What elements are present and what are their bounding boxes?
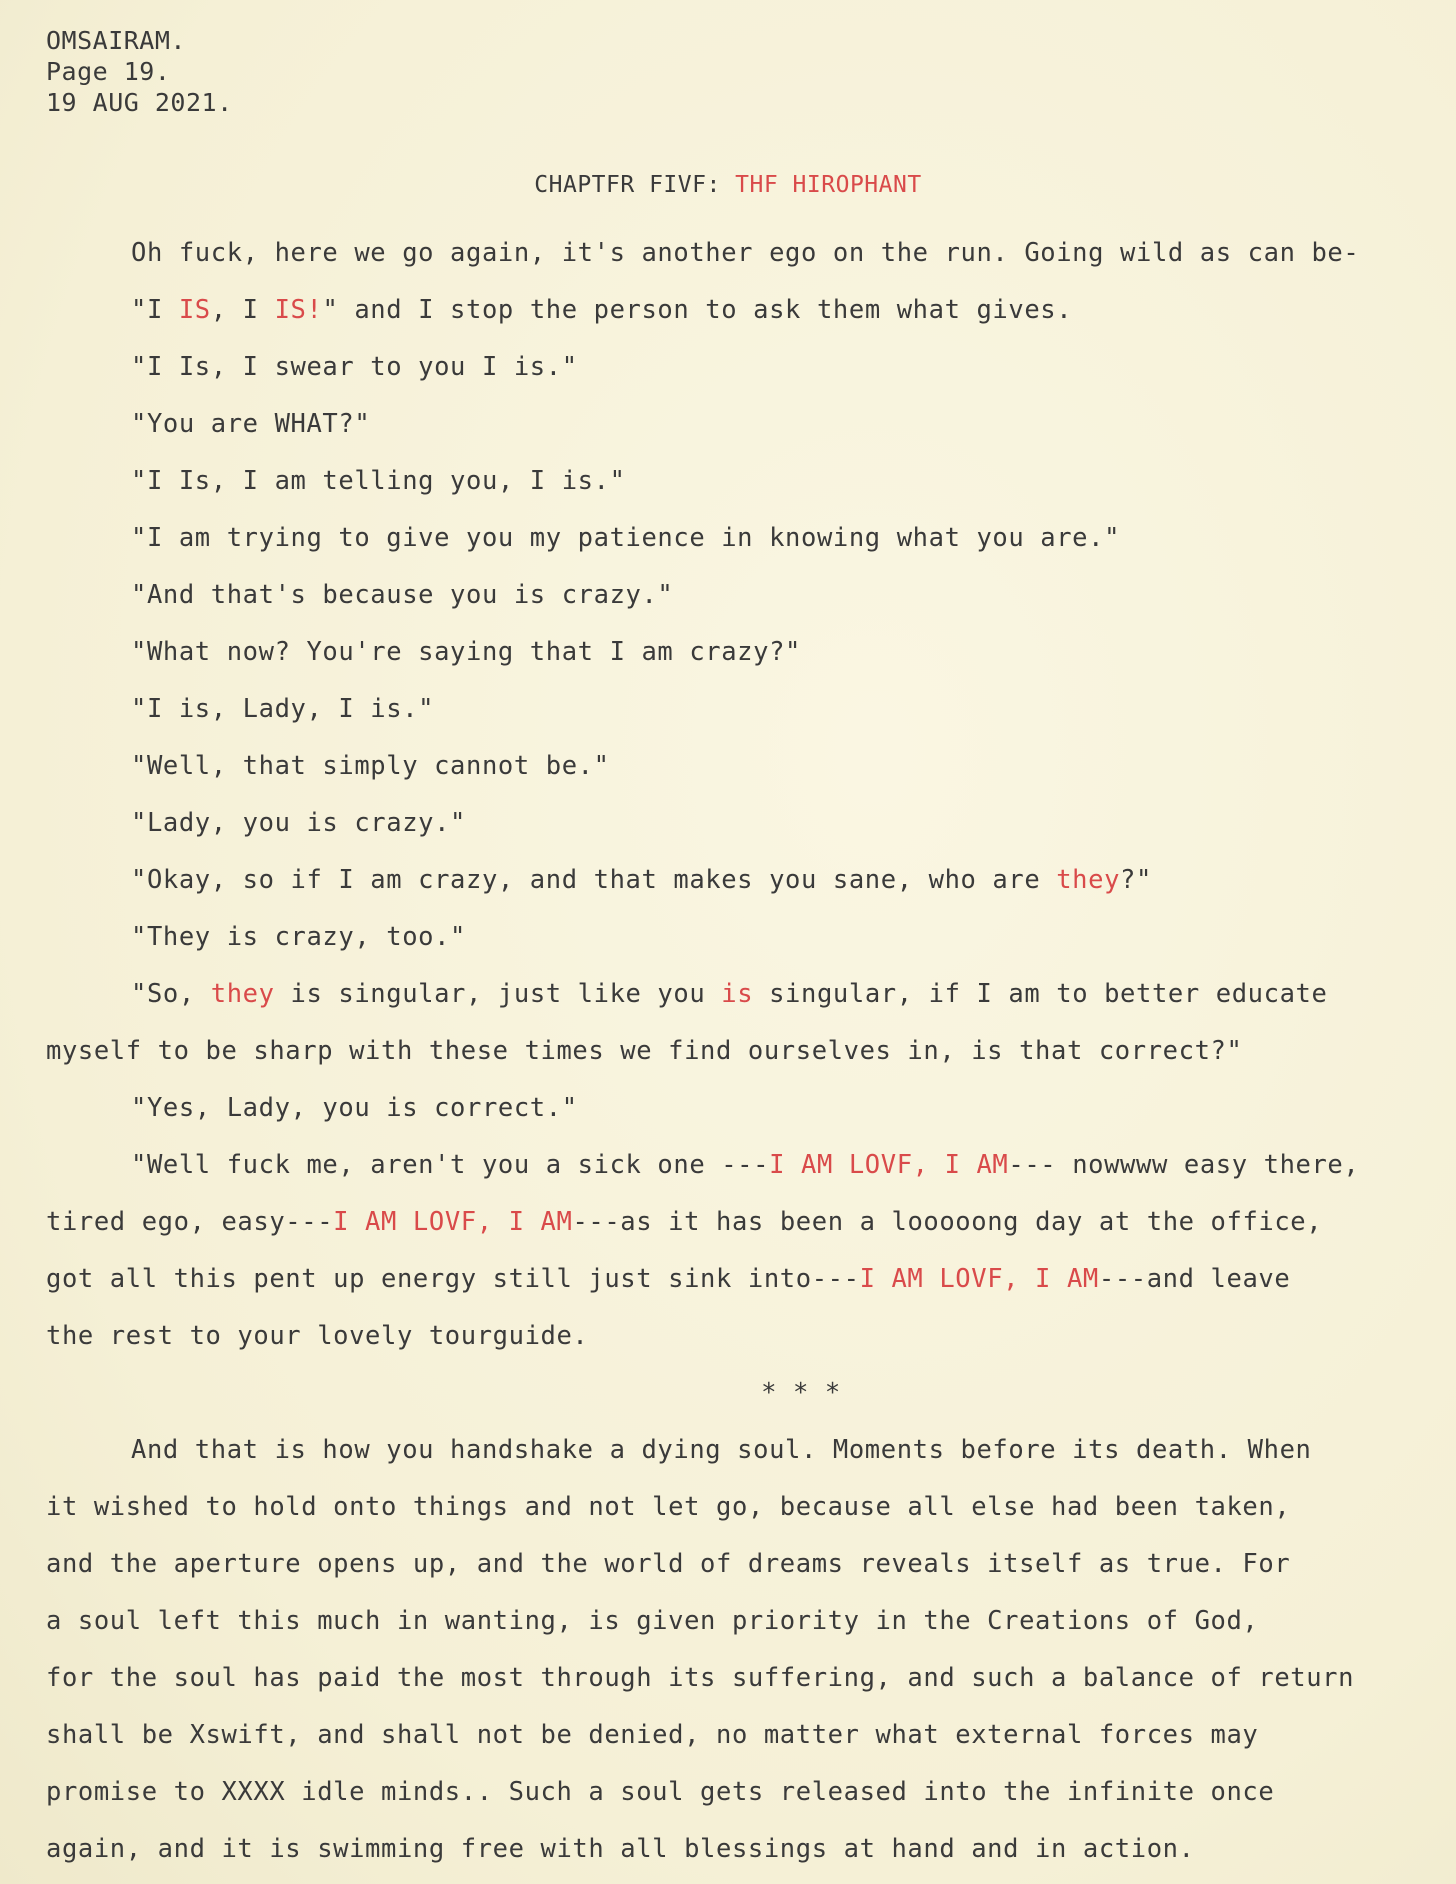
highlighted-text: they <box>210 979 275 1009</box>
text-line <box>46 1593 1446 1650</box>
highlighted-text: I AM LOVF, I AM <box>333 1207 573 1237</box>
text-segment: singular, if I am to better educate <box>753 979 1328 1009</box>
text-line <box>46 909 1446 966</box>
text-segment: "I is, Lady, I is." <box>131 694 435 724</box>
text-line <box>46 1707 1446 1764</box>
text-line <box>46 225 1446 282</box>
highlighted-text: IS! <box>274 295 323 325</box>
text-line <box>46 1536 1446 1593</box>
text-segment: "Lady, you is crazy." <box>131 808 466 838</box>
text-segment: "I Is, I am telling you, I is." <box>131 466 626 496</box>
highlighted-text: IS <box>178 295 211 325</box>
text-segment: shall be Xswift, and shall not be denied, no matter what external forces may <box>46 1720 1259 1750</box>
text-line <box>46 1137 1446 1194</box>
text-line <box>46 1821 1446 1878</box>
text-segment: is singular, just like you <box>274 979 722 1009</box>
text-segment: * * * <box>761 1378 841 1408</box>
text-segment: a soul left this much in wanting, is given priority in the Creations of God, <box>46 1606 1259 1636</box>
text-segment: "I am trying to give you my patience in knowing what you are." <box>131 523 1121 553</box>
text-segment: "And that's because you is crazy." <box>131 580 674 610</box>
text-segment: "Yes, Lady, you is correct." <box>131 1093 578 1123</box>
text-segment: again, and it is swimming free with all blessings at hand and in action. <box>46 1834 1195 1864</box>
text-segment: " and I stop the person to ask them what gives. <box>322 295 1073 325</box>
body-text <box>46 225 1446 1878</box>
text-segment: "Well, that simply cannot be." <box>131 751 610 781</box>
text-line <box>46 1479 1446 1536</box>
text-segment: the rest to your lovely tourguide. <box>46 1321 589 1351</box>
text-segment: "You are WHAT?" <box>131 409 371 439</box>
highlighted-text: is <box>721 979 754 1009</box>
text-line <box>46 453 1446 510</box>
text-line <box>46 738 1446 795</box>
chapter-title <box>0 172 1456 198</box>
highlighted-text: I AM LOVF, I AM <box>859 1264 1099 1294</box>
text-line <box>46 510 1446 567</box>
text-segment: ---and leave <box>1098 1264 1291 1294</box>
text-segment: it wished to hold onto things and not let go, because all else had been taken, <box>46 1492 1291 1522</box>
text-line <box>46 1422 1446 1479</box>
chapter-title-prefix: CHAPTFR FIVF: <box>534 172 736 198</box>
text-line <box>46 1080 1446 1137</box>
text-line <box>46 1308 1446 1365</box>
text-segment: got all this pent up energy still just sink into--- <box>46 1264 860 1294</box>
text-segment: promise to XXXX idle minds.. Such a soul gets released into the infinite once <box>46 1777 1275 1807</box>
text-line <box>46 567 1446 624</box>
text-segment: , I <box>210 295 275 325</box>
text-segment: "They is crazy, too." <box>131 922 466 952</box>
text-segment: Oh fuck, here we go again, it's another ego on the run. Going wild as can be- <box>131 238 1360 268</box>
chapter-title-highlight: THF HIROPHANT <box>735 172 922 198</box>
text-line <box>46 681 1446 738</box>
highlighted-text: they <box>1056 865 1121 895</box>
text-line <box>46 1251 1446 1308</box>
text-segment: tired ego, easy--- <box>46 1207 334 1237</box>
text-segment: "Well fuck me, aren't you a sick one --- <box>131 1150 770 1180</box>
text-line <box>46 282 1446 339</box>
highlighted-text: I AM LOVF, I AM <box>769 1150 1009 1180</box>
text-segment: And that is how you handshake a dying soul. Moments before its death. When <box>131 1435 1312 1465</box>
text-line <box>46 1650 1446 1707</box>
text-segment: "So, <box>131 979 211 1009</box>
text-segment: "I <box>131 295 179 325</box>
text-segment: for the soul has paid the most through its suffering, and such a balance of return <box>46 1663 1355 1693</box>
text-segment: "Okay, so if I am crazy, and that makes you sane, who are <box>131 865 1057 895</box>
text-segment: "What now? You're saying that I am crazy?" <box>131 637 801 667</box>
header-date: 19 AUG 2021. <box>46 88 233 117</box>
text-line <box>46 795 1446 852</box>
section-separator <box>46 1365 1446 1422</box>
text-line <box>46 852 1446 909</box>
text-segment: myself to be sharp with these times we find ourselves in, is that correct?" <box>46 1036 1243 1066</box>
text-segment: --- nowwww easy there, <box>1008 1150 1360 1180</box>
header-page-number: Page 19. <box>46 57 171 86</box>
text-segment: "I Is, I swear to you I is." <box>131 352 578 382</box>
text-line <box>46 966 1446 1023</box>
header-title: OMSAIRAM. <box>46 26 186 55</box>
text-segment: and the aperture opens up, and the world of dreams reveals itself as true. For <box>46 1549 1291 1579</box>
text-line <box>46 1023 1446 1080</box>
text-line <box>46 339 1446 396</box>
text-line <box>46 1194 1446 1251</box>
text-line <box>46 396 1446 453</box>
text-segment: ?" <box>1120 865 1152 895</box>
text-line <box>46 1764 1446 1821</box>
text-segment: ---as it has been a looooong day at the office, <box>572 1207 1323 1237</box>
text-line <box>46 624 1446 681</box>
